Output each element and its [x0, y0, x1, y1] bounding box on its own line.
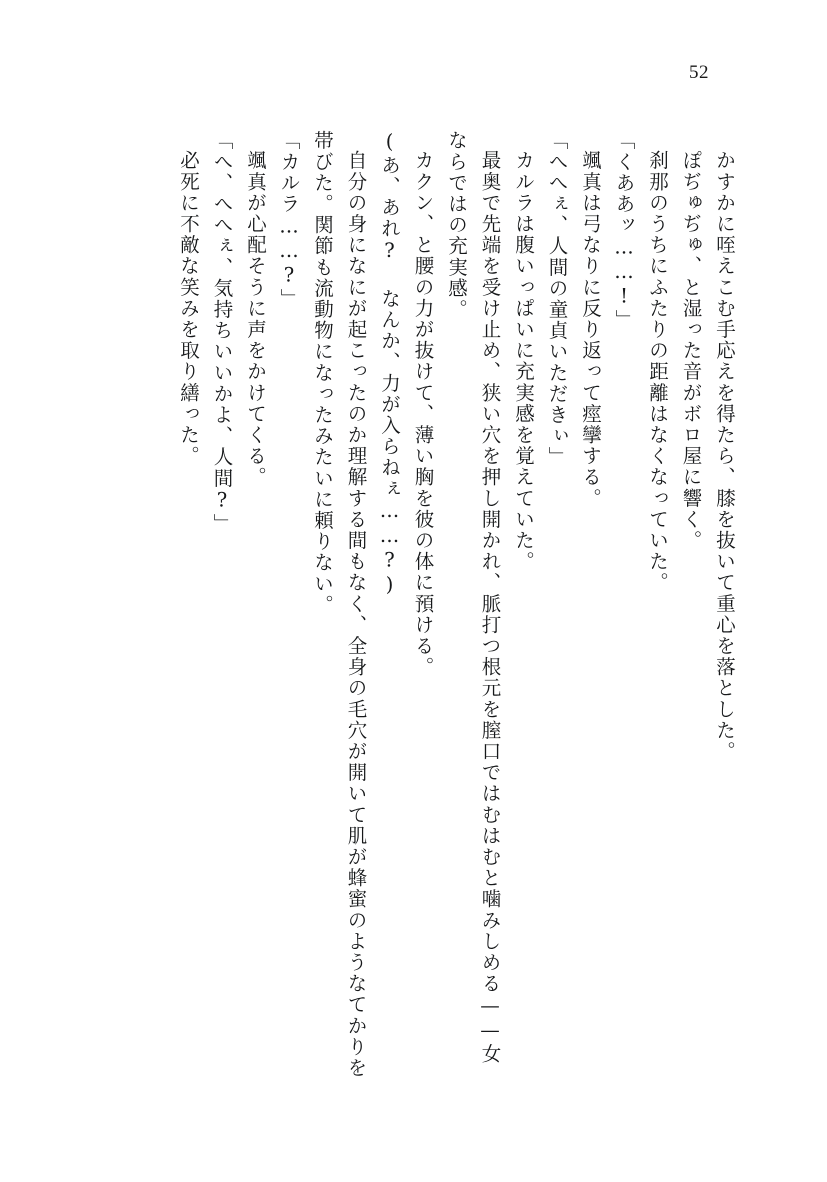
paragraph: 颯真が心配そうに声をかけてくる。: [244, 149, 267, 488]
page-number: 52: [689, 62, 709, 83]
paragraph: 颯真は弓なりに反り返って痙攣する。: [579, 149, 602, 509]
paragraph-dialogue: 「へへぇ、人間の童貞いただきぃ」: [545, 130, 569, 468]
paragraph: かすかに咥えこむ手応えを得たら、膝を抜いて重心を落とした。: [713, 149, 736, 762]
paragraph: カクン、と腰の力が抜けて、薄い胸を彼の体に預ける。: [411, 149, 435, 677]
paragraph-dialogue: 「へ、へへぇ、気持ちいいかよ、人間?」: [210, 130, 234, 535]
paragraph-dialogue: 「くああッ……!」: [612, 130, 636, 331]
body-text-block: [101, 130, 741, 1080]
paragraph-dialogue: 「カルラ……?」: [277, 130, 301, 310]
paragraph: カルラは腹いっぱいに充実感を覚えていた。: [512, 149, 535, 572]
paragraph: ぽぢゅぢゅ、と湿った音がボロ屋に響く。: [679, 149, 703, 551]
paragraph-thought: (あ、あれ? なんか、力が入らねぇ……?): [378, 130, 401, 598]
paragraph: 自分の身になにが起こったのか理解する間もなく、全身の毛穴が開いて肌が蜂蜜のようなてかりを帯びた。関節も流動物になったみたいに頼りない。: [311, 130, 368, 1078]
paragraph: 必死に不敵な笑みを取り繕った。: [177, 149, 200, 466]
paragraph: 最奥で先端を受け止め、狭い穴を押し開かれ、脈打つ根元を膣口ではむはむと噛みしめる——女ならではの充実感。: [445, 130, 502, 1064]
paragraph: 刹那のうちにふたりの距離はなくなっていた。: [646, 149, 669, 593]
